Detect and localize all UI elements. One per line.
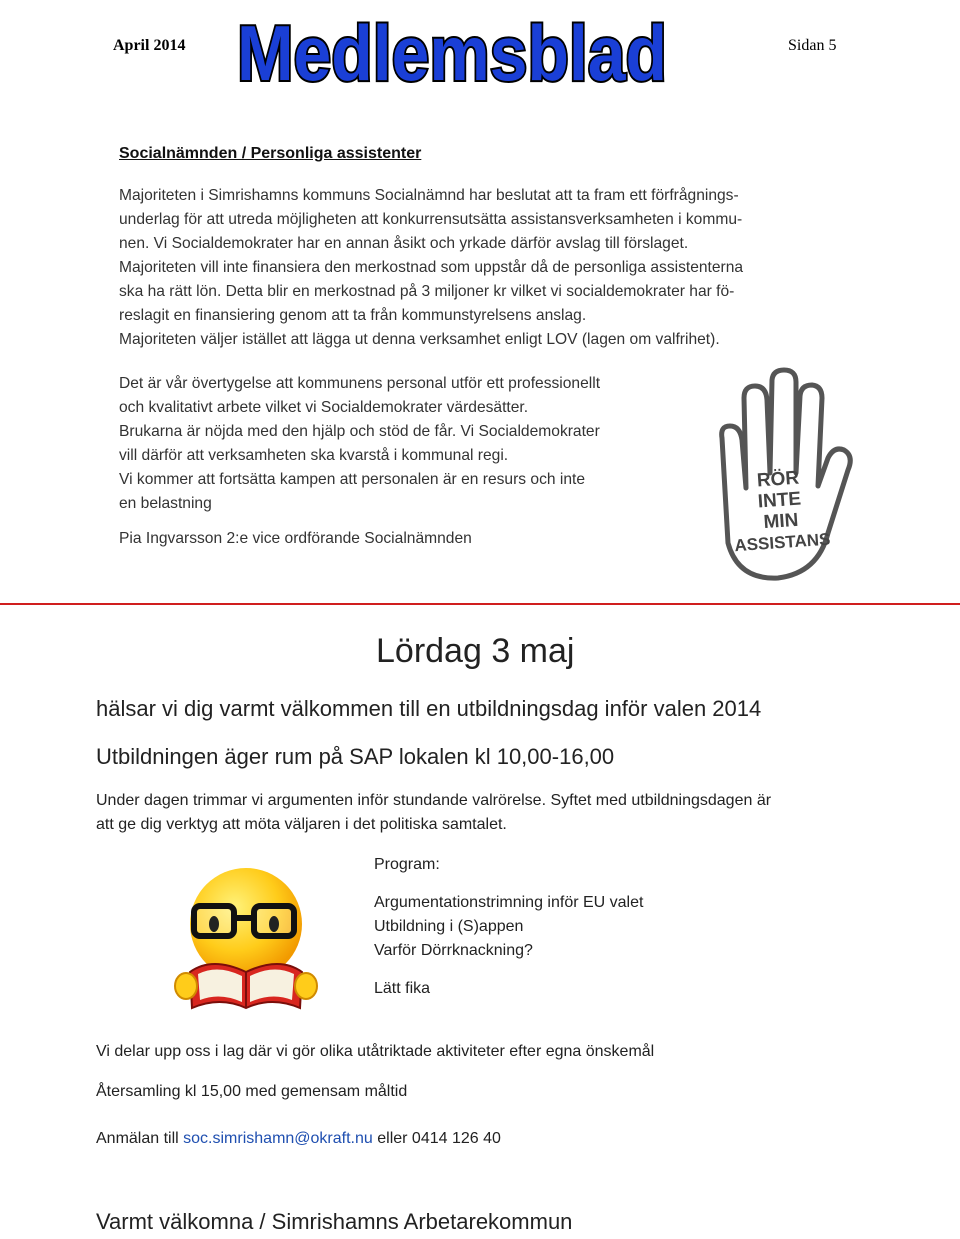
article-paragraph-1	[119, 184, 841, 352]
article-title: Socialnämnden / Personliga assistenter	[119, 145, 422, 162]
article-line: Det är vår övertygelse att kommunens personal utför ett professionellt	[119, 375, 601, 392]
program-block	[374, 853, 643, 1001]
article-signature: Pia Ingvarsson 2:e vice ordförande Socialnämnden	[119, 530, 472, 547]
event-description-line: att ge dig verktyg att möta väljaren i det politiska samtalet.	[96, 816, 507, 833]
header-page-number: Sidan 5	[788, 37, 837, 54]
article-line: och kvalitativt arbete vilket vi Socialdemokrater värdesätter.	[119, 399, 529, 416]
signup-email-link[interactable]: soc.simrishamn@okraft.nu	[183, 1130, 373, 1147]
article-line: en belastning	[119, 495, 212, 512]
event-signup	[96, 1130, 501, 1148]
program-item: Utbildning i (S)appen	[374, 918, 524, 935]
article-line: vill därför att verksamheten ska kvarstå i kommunal regi.	[119, 447, 509, 464]
smiley-reading-book-image	[172, 862, 320, 1012]
event-welcome: hälsar vi dig varmt välkommen till en utbildningsdag inför valen 2014	[96, 696, 762, 721]
event-location: Utbildningen äger rum på SAP lokalen kl 10,00-16,00	[96, 744, 615, 769]
article-line: Majoriteten i Simrishamns kommuns Socialnämnd har beslutat att ta fram ett förfrågnings-	[119, 187, 739, 204]
header-date: April 2014	[113, 37, 186, 54]
article-line: reslagit en finansiering genom att ta från kommunstyrelsens anslag.	[119, 307, 587, 324]
svg-text:ASSISTANS: ASSISTANS	[733, 529, 831, 556]
event-title: Lördag 3 maj	[376, 632, 575, 670]
article-line: nen. Vi Socialdemokrater har en annan åsikt och yrkade därför avslag till förslaget.	[119, 235, 689, 252]
program-fika: Lätt fika	[374, 980, 431, 997]
signup-phone: eller 0414 126 40	[377, 1130, 501, 1147]
event-groups: Vi delar upp oss i lag där vi gör olika utåtriktade aktiviteter efter egna önskemål	[96, 1043, 655, 1060]
article-line: ska ha rätt lön. Detta blir en merkostnad på 3 miljoner kr vilket vi socialdemokrater har fö-	[119, 283, 735, 300]
event-description-line: Under dagen trimmar vi argumenten inför stundande valrörelse. Syftet med utbildningsdagen är	[96, 792, 772, 809]
program-label: Program:	[374, 856, 440, 873]
article-line: Majoriteten vill inte finansiera den merkostnad som uppstår då de personliga assistenterna	[119, 259, 744, 276]
svg-text:Medlemsblad: Medlemsblad	[237, 9, 667, 97]
event-footer: Varmt välkomna / Simrishamns Arbetarekommun	[96, 1209, 573, 1234]
event-gathering: Återsamling kl 15,00 med gemensam måltid	[96, 1083, 408, 1100]
article-line: Vi kommer att fortsätta kampen att personalen är en resurs och inte	[119, 471, 586, 488]
masthead-logo	[232, 2, 672, 98]
section-divider	[0, 603, 960, 605]
signup-prefix: Anmälan till	[96, 1130, 179, 1147]
article-line: Brukarna är nöjda med den hjälp och stöd de får. Vi Socialdemokrater	[119, 423, 600, 440]
article-line: Majoriteten väljer istället att lägga ut denna verksamhet enligt LOV (lagen om valfrihet).	[119, 331, 720, 348]
article-line: underlag för att utreda möjligheten att konkurrensutsätta assistansverksamheten i kommu-	[119, 211, 743, 228]
svg-text:RÖR: RÖR	[756, 467, 800, 492]
svg-text:INTE: INTE	[757, 488, 802, 513]
program-item: Argumentationstrimning inför EU valet	[374, 894, 644, 911]
event-description	[96, 789, 876, 837]
program-item: Varför Dörrknackning?	[374, 942, 533, 959]
svg-text:MIN: MIN	[762, 509, 800, 534]
article-paragraph-2	[119, 372, 679, 516]
hand-stop-image	[700, 368, 860, 583]
